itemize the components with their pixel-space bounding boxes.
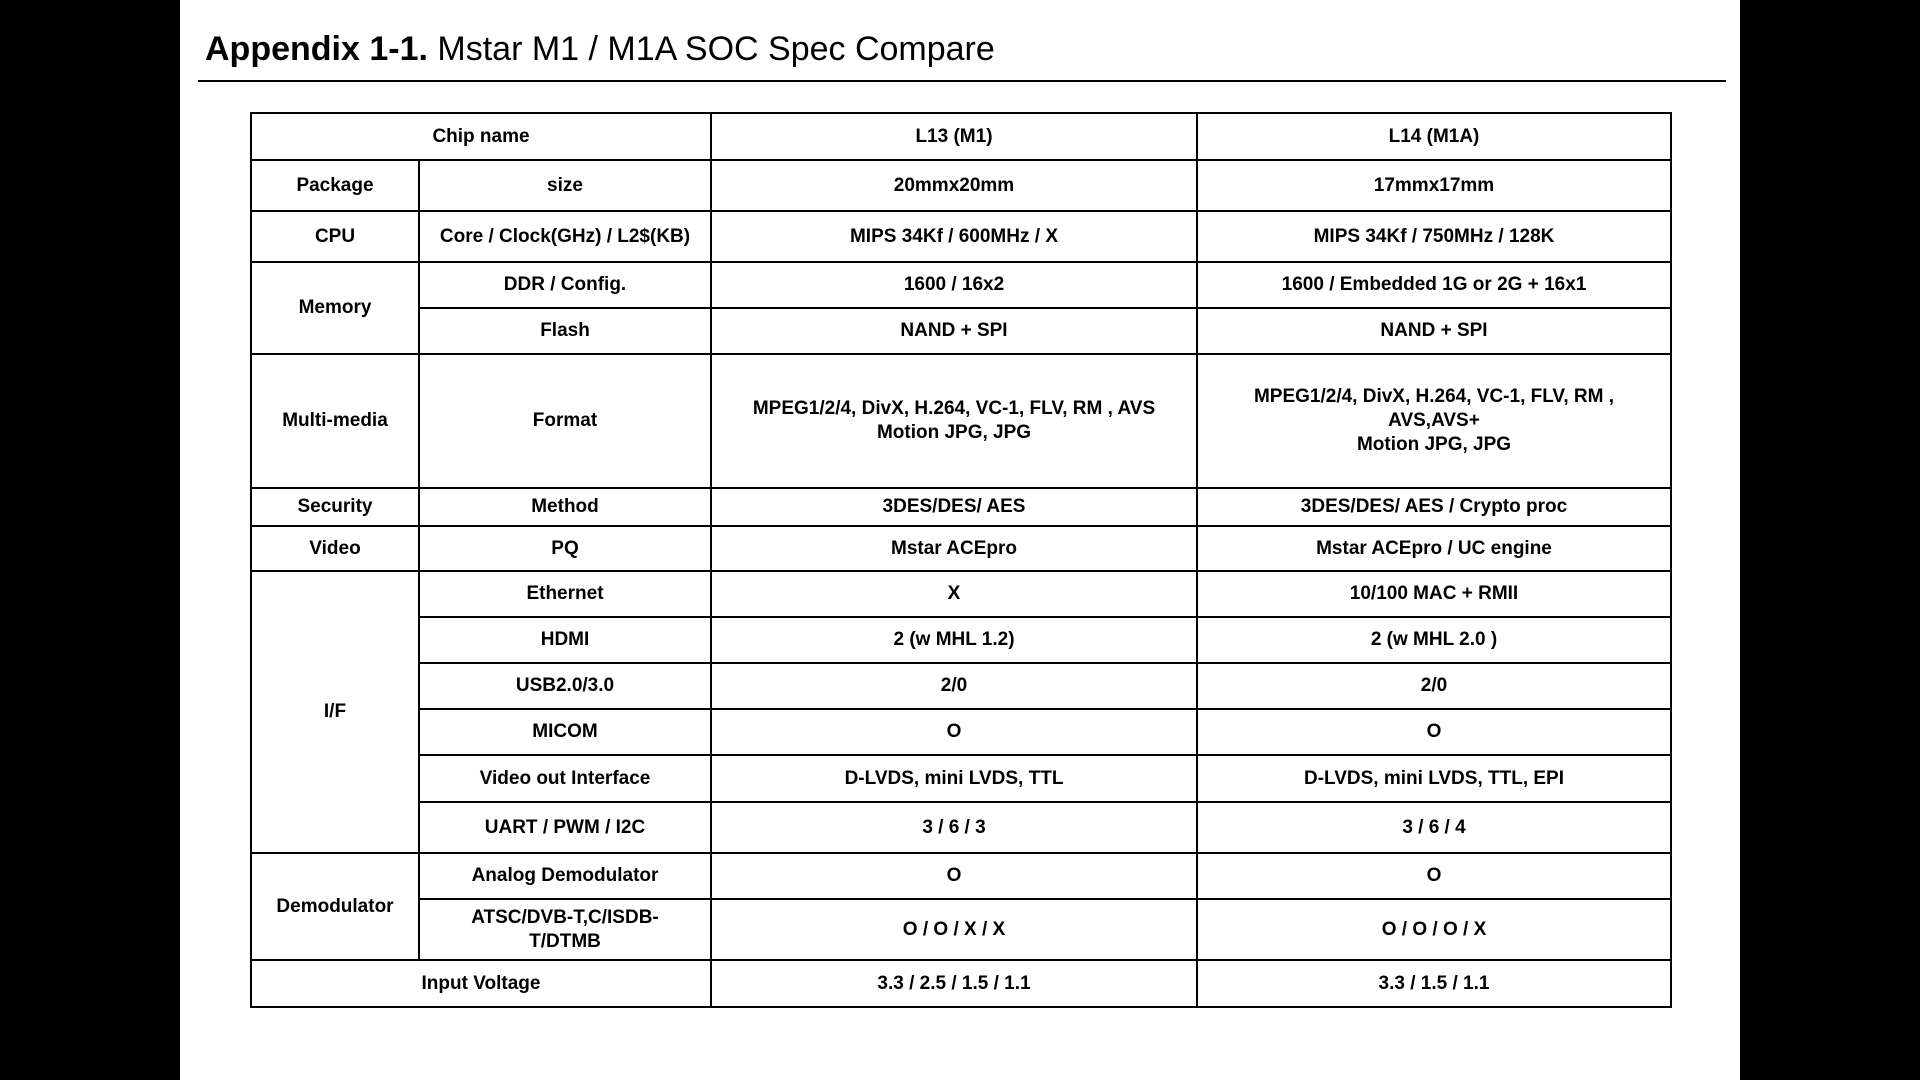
item-ddr: DDR / Config. — [419, 262, 711, 308]
value-m1a-pq: Mstar ACEpro / UC engine — [1197, 526, 1671, 571]
value-m1a-security: 3DES/DES/ AES / Crypto proc — [1197, 488, 1671, 526]
table-row-flash — [251, 308, 1671, 354]
category-multimedia: Multi-media — [251, 354, 419, 488]
item-hdmi: HDMI — [419, 617, 711, 663]
item-digital-demod-line: ATSC/DVB-T,C/ISDB- — [471, 906, 659, 928]
item-analog-demod: Analog Demodulator — [419, 853, 711, 899]
table-row-analog-demod — [251, 853, 1671, 899]
item-method: Method — [419, 488, 711, 526]
value-m1a-format-line: AVS,AVS+ — [1388, 410, 1480, 431]
value-m1-cpu: MIPS 34Kf / 600MHz / X — [711, 211, 1197, 262]
value-m1-uart: 3 / 6 / 3 — [711, 802, 1197, 853]
table-header-row — [251, 113, 1671, 160]
value-m1-video-out: D-LVDS, mini LVDS, TTL — [711, 755, 1197, 802]
value-m1-security: 3DES/DES/ AES — [711, 488, 1197, 526]
value-m1a-format-line: Motion JPG, JPG — [1356, 434, 1512, 455]
table-row-multimedia — [251, 354, 1671, 488]
value-m1-ethernet: X — [711, 571, 1197, 617]
value-m1-voltage: 3.3 / 2.5 / 1.5 / 1.1 — [711, 960, 1197, 1007]
value-m1-analog-demod: O — [711, 853, 1197, 899]
category-interface: I/F — [251, 571, 419, 853]
item-flash: Flash — [419, 308, 711, 354]
category-cpu: CPU — [251, 211, 419, 262]
value-m1a-hdmi: 2 (w MHL 2.0 ) — [1197, 617, 1671, 663]
header-m1: L13 (M1) — [711, 113, 1197, 160]
table-row-cpu — [251, 211, 1671, 262]
table-row-digital-demod — [251, 899, 1671, 960]
item-digital-demod — [419, 899, 711, 960]
value-m1-usb: 2/0 — [711, 663, 1197, 709]
value-m1a-video-out: D-LVDS, mini LVDS, TTL, EPI — [1197, 755, 1671, 802]
value-m1a-format-line: MPEG1/2/4, DivX, H.264, VC-1, FLV, RM , — [1253, 386, 1615, 407]
category-video: Video — [251, 526, 419, 571]
item-digital-demod-line: T/DTMB — [529, 930, 601, 952]
header-m1a: L14 (M1A) — [1197, 113, 1671, 160]
table-row-hdmi — [251, 617, 1671, 663]
value-m1a-digital-demod: O / O / O / X — [1197, 899, 1671, 960]
value-m1a-flash: NAND + SPI — [1197, 308, 1671, 354]
value-m1-format-line: Motion JPG, JPG — [876, 422, 1032, 443]
item-ethernet: Ethernet — [419, 571, 711, 617]
value-m1-digital-demod: O / O / X / X — [711, 899, 1197, 960]
slide — [180, 0, 1740, 1080]
value-m1a-format — [1197, 354, 1671, 488]
table-row-security — [251, 488, 1671, 526]
title-text: Mstar M1 / M1A SOC Spec Compare — [437, 30, 995, 68]
value-m1-format — [711, 354, 1197, 488]
title-prefix: Appendix 1-1. — [205, 30, 428, 68]
header-chip-name: Chip name — [251, 113, 711, 160]
value-m1-micom: O — [711, 709, 1197, 755]
table-row-package — [251, 160, 1671, 211]
table-row-usb — [251, 663, 1671, 709]
table-row-video-out — [251, 755, 1671, 802]
spec-compare-table — [250, 112, 1672, 1008]
table-row-input-voltage — [251, 960, 1671, 1007]
value-m1-hdmi: 2 (w MHL 1.2) — [711, 617, 1197, 663]
table-row-micom — [251, 709, 1671, 755]
value-m1a-ethernet: 10/100 MAC + RMII — [1197, 571, 1671, 617]
item-pq: PQ — [419, 526, 711, 571]
item-core-clock: Core / Clock(GHz) / L2$(KB) — [419, 211, 711, 262]
item-size: size — [419, 160, 711, 211]
value-m1a-ddr: 1600 / Embedded 1G or 2G + 16x1 — [1197, 262, 1671, 308]
value-m1-pq: Mstar ACEpro — [711, 526, 1197, 571]
value-m1-flash: NAND + SPI — [711, 308, 1197, 354]
table-row-ethernet — [251, 571, 1671, 617]
value-m1a-micom: O — [1197, 709, 1671, 755]
table-row-video — [251, 526, 1671, 571]
value-m1-ddr: 1600 / 16x2 — [711, 262, 1197, 308]
category-memory: Memory — [251, 262, 419, 354]
value-m1a-uart: 3 / 6 / 4 — [1197, 802, 1671, 853]
category-package: Package — [251, 160, 419, 211]
category-demodulator: Demodulator — [251, 853, 419, 960]
title-divider — [198, 80, 1726, 82]
value-m1-format-line: MPEG1/2/4, DivX, H.264, VC-1, FLV, RM , AVS — [752, 398, 1156, 419]
value-m1-size: 20mmx20mm — [711, 160, 1197, 211]
item-format: Format — [419, 354, 711, 488]
item-uart: UART / PWM / I2C — [419, 802, 711, 853]
table-row-ddr — [251, 262, 1671, 308]
item-video-out: Video out Interface — [419, 755, 711, 802]
table-row-uart — [251, 802, 1671, 853]
category-security: Security — [251, 488, 419, 526]
item-micom: MICOM — [419, 709, 711, 755]
value-m1a-cpu: MIPS 34Kf / 750MHz / 128K — [1197, 211, 1671, 262]
label-input-voltage: Input Voltage — [251, 960, 711, 1007]
value-m1a-usb: 2/0 — [1197, 663, 1671, 709]
page-title — [205, 30, 995, 69]
value-m1a-analog-demod: O — [1197, 853, 1671, 899]
item-usb: USB2.0/3.0 — [419, 663, 711, 709]
value-m1a-voltage: 3.3 / 1.5 / 1.1 — [1197, 960, 1671, 1007]
value-m1a-size: 17mmx17mm — [1197, 160, 1671, 211]
